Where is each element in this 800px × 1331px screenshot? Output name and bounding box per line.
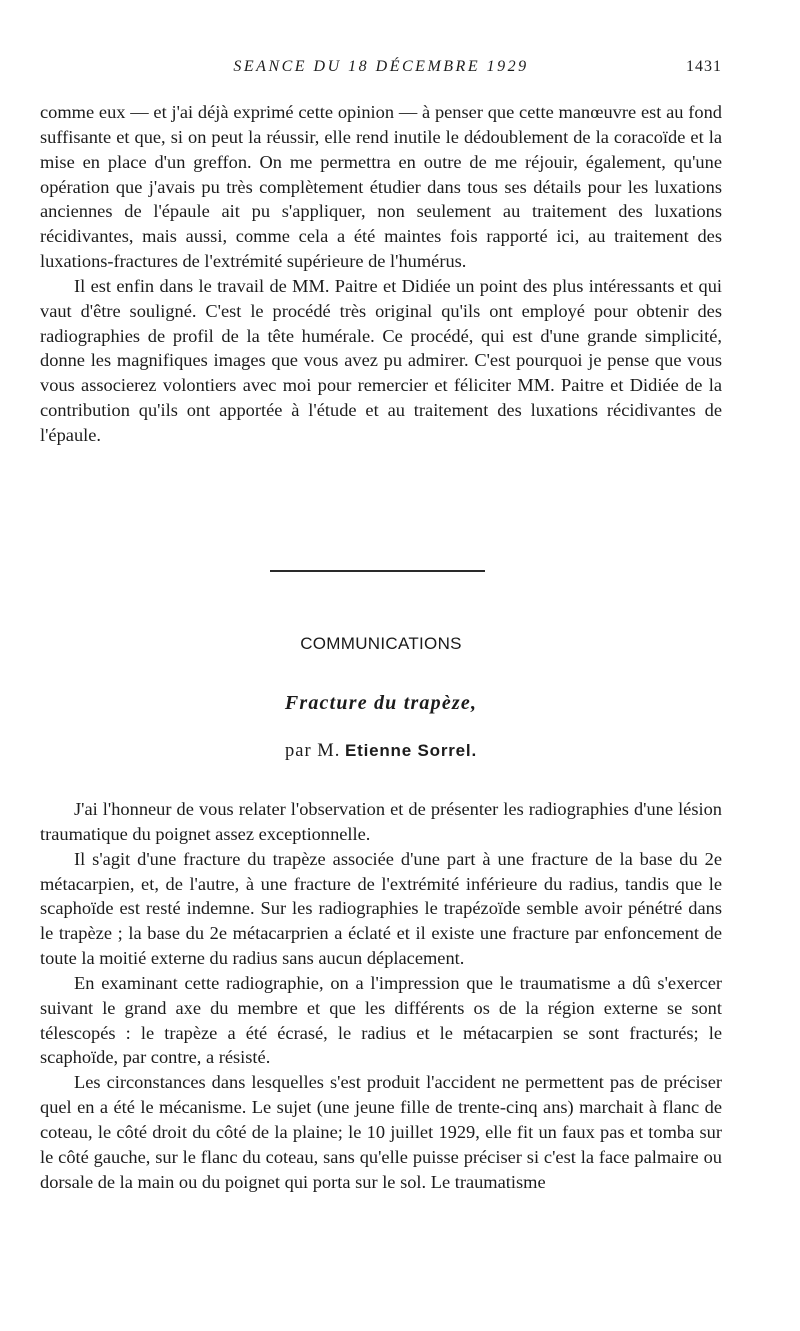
byline — [40, 741, 722, 762]
paragraph: En examinant cette radiographie, on a l'impression que le traumatisme a dû s'exercer suivant le grand axe du membre et que les différents os de la région externe se sont télescopés : le trapèze a été écrasé, le radius et le métacarpien se sont fracturés; le scaphoïde, par contre, a résisté. — [40, 972, 722, 1068]
section-heading: COMMUNICATIONS — [300, 634, 462, 653]
paragraph: Les circonstances dans lesquelles s'est produit l'accident ne permettent pas de préciser quel en a été le mécanisme. Le sujet (une jeune fille de trente-cinq ans) marchait à flanc de coteau, le côté droit du côté de la plaine; le 10 juillet 1929, elle fit un faux pas et tomba sur le côté gauche, sur le flanc du coteau, sans qu'elle puisse préciser si c'est la face palmaire ou dorsale de la main ou du poignet qui porta sur le sol. Le traumatisme — [40, 1072, 722, 1192]
intro-text — [40, 100, 722, 448]
section-divider — [270, 570, 485, 572]
author-name: Etienne Sorrel. — [344, 741, 477, 760]
paragraph: Il s'agit d'une fracture du trapèze associée d'une part à une fracture de la base du 2e métacarpien, et, de l'autre, à une fracture de l'extrémité inférieure du radius, tandis que le scaphoïde est resté indemne. Sur les radiographies le trapézoïde semble avoir pénétré dans le trapèze ; la base du 2e métacarprien a éclaté et il existe une fracture par enfoncement de toute la moitié externe du radius sans aucun déplacement. — [40, 848, 722, 969]
page-number: 1431 — [686, 58, 722, 75]
paragraph: J'ai l'honneur de vous relater l'observation et de présenter les radiographies d'une lésion traumatique du poignet assez exceptionnelle. — [40, 799, 722, 844]
byline-prefix: par M. — [285, 741, 341, 761]
article-body — [40, 797, 722, 1195]
paragraph: comme eux — et j'ai déjà exprimé cette opinion — à penser que cette manœuvre est au fond suffisante et que, si on peut la réussir, elle rend inutile le dédoublement de la coracoïde et la mise en place d'un greffon. On me permettra en outre de me réjouir, également, qu'une opération que j'avais pu très complètement étudier dans tous ses détails pour les luxations anciennes de l'épaule ait pu s'appliquer, non seulement au traitement des luxations récidivantes, mais aussi, comme cela a été maintes fois rapporté ici, au traitement des luxations-fractures de l'extrémité supérieure de l'humérus. — [40, 102, 722, 272]
article-title: Fracture du trapèze, — [284, 692, 478, 714]
running-title: SEANCE DU 18 DÉCEMBRE 1929 — [233, 58, 529, 75]
running-header — [40, 58, 722, 80]
paragraph: Il est enfin dans le travail de MM. Paitre et Didiée un point des plus intéressants et qui vaut d'être souligné. C'est le procédé très original qu'ils ont employé pour obtenir des radiographies de profil de la tête humérale. Ce procédé, qui est d'une grande simplicité, donne les magnifiques images que vous avez pu admirer. C'est pourquoi je pense que vous vous associerez volontiers avec moi pour remercier et féliciter MM. Paitre et Didiée de la contribution qu'ils ont apportée à l'étude et au traitement des luxations récidivantes de l'épaule. — [40, 275, 722, 445]
